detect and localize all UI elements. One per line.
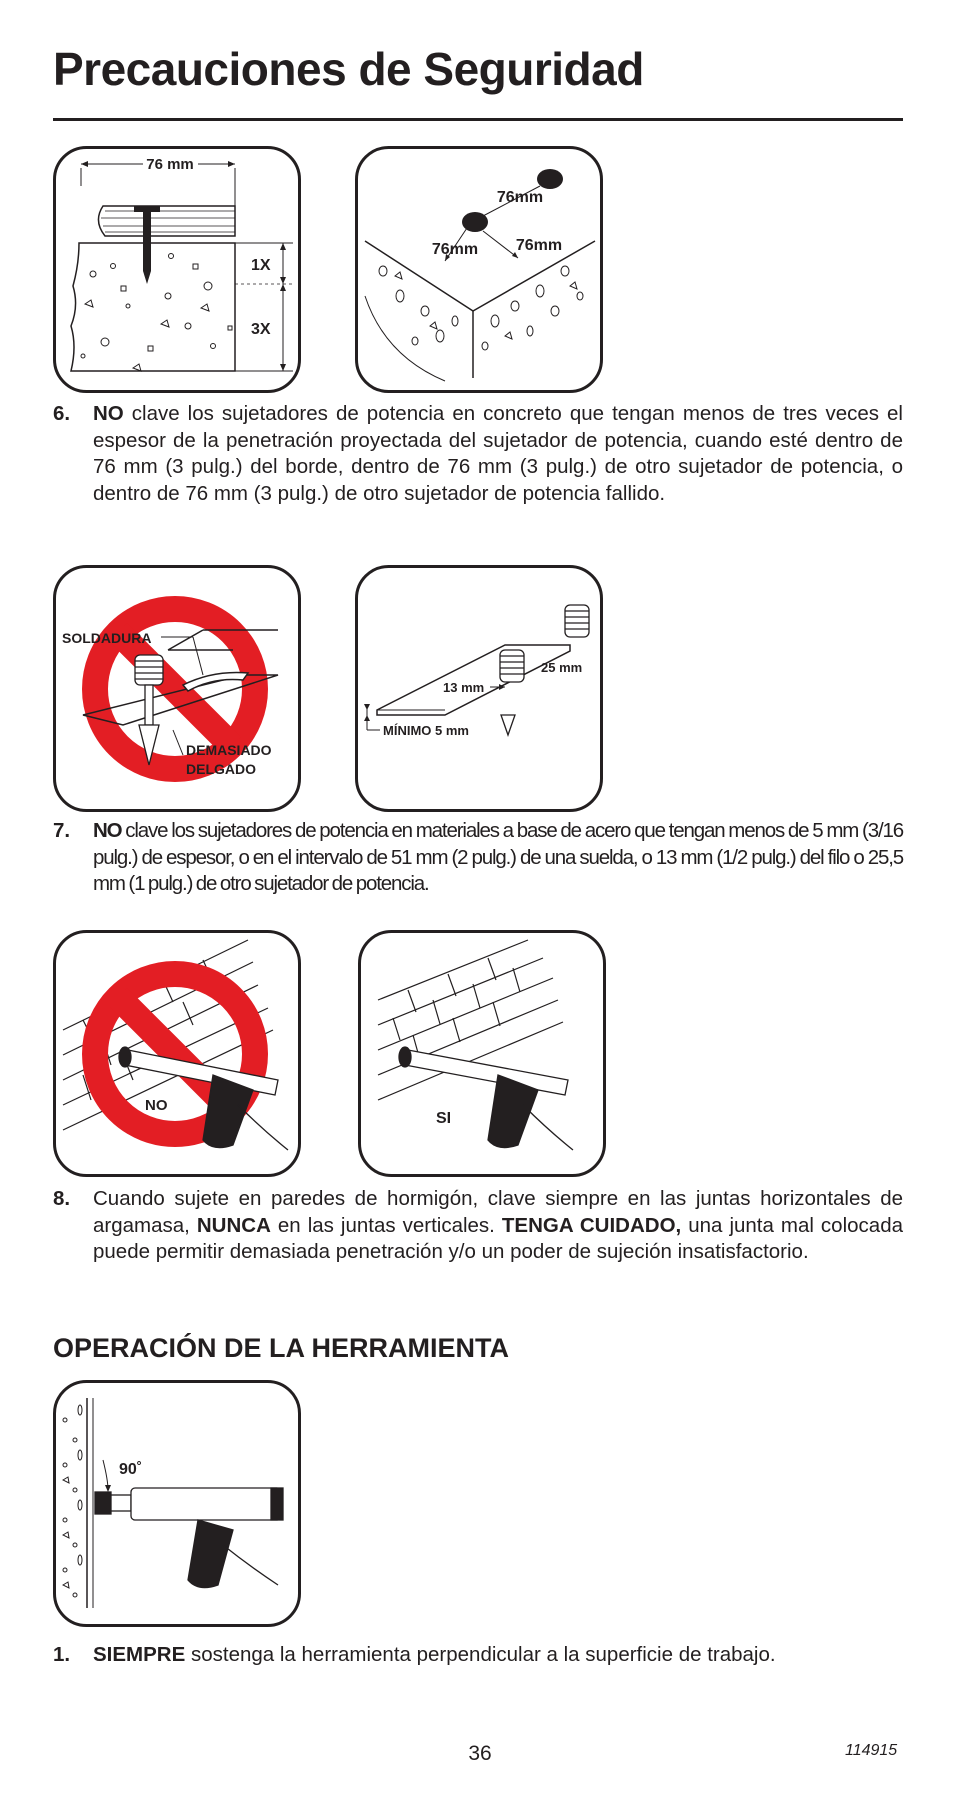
item-text: Cuando sujete en paredes de hormigón, clave siempre en las juntas horizontales de argamasa,	[93, 1187, 903, 1237]
figure-steel-prohibited	[53, 565, 303, 813]
label-76mm-top: 76mm	[496, 189, 544, 206]
label-delgado: DELGADO	[186, 761, 256, 777]
item-number: 1.	[53, 1643, 71, 1666]
list-item-7	[53, 818, 903, 898]
label-no: NO	[145, 1097, 168, 1114]
list-item-operation-1	[53, 1642, 903, 1669]
item-emphasis: NO	[93, 819, 122, 842]
label-76mm-right: 76mm	[515, 237, 563, 254]
title-divider	[53, 118, 903, 121]
item-text: en las juntas verticales.	[270, 1213, 502, 1237]
label-si: SI	[436, 1110, 452, 1127]
label-demasiado: DEMASIADO	[186, 742, 272, 758]
label-1x: 1X	[251, 257, 271, 274]
figure-tool-perpendicular	[53, 1380, 303, 1628]
item-text: una junta mal colocada puede permitir demasiada penetración y/o un poder de sujeción insatisfactorio.	[93, 1213, 903, 1263]
figure-steel-ok	[355, 565, 605, 813]
section-heading: OPERACIÓN DE LA HERRAMIENTA	[53, 1333, 510, 1363]
item-number: 7.	[53, 819, 71, 842]
item-emphasis: TENGA CUIDADO,	[501, 1213, 682, 1237]
list-item-6	[53, 401, 903, 507]
page-title: Precauciones de Seguridad	[53, 43, 644, 95]
label-minimo: MÍNIMO 5 mm	[383, 723, 469, 738]
figure-concrete-edge	[355, 146, 605, 394]
list-item-8	[53, 1186, 903, 1266]
item-emphasis: SIEMPRE	[93, 1643, 186, 1666]
label-13mm: 13 mm	[443, 680, 485, 695]
label-76mm-left: 76mm	[431, 241, 479, 258]
item-text: clave los sujetadores de potencia en concreto que tengan menos de tres veces el espesor de la penetración proyectada del sujetador de potencia, cuando esté dentro de 76 mm (3 pulg.) del borde, dentro de 76 mm (3 pulg.) de otro sujetador de potencia, o dentro de 76 mm (3 pulg.) de otro sujetador de potencia fallido.	[93, 402, 903, 505]
item-emphasis: NO	[93, 402, 124, 425]
label-soldadura: SOLDADURA	[62, 630, 152, 646]
document-code: 114915	[845, 1742, 898, 1759]
figure-brick-correct	[358, 930, 608, 1178]
page-number: 36	[468, 1742, 492, 1765]
item-emphasis: NUNCA	[196, 1213, 271, 1237]
figure-concrete-penetration	[53, 146, 303, 394]
item-number: 6.	[53, 402, 71, 425]
label-90-degrees: 90˚	[119, 1461, 143, 1478]
label-3x: 3X	[251, 321, 271, 338]
item-text: clave los sujetadores de potencia en materiales a base de acero que tengan menos de 5 mm (3/16 pulg.) de espesor, o en el intervalo de 51 mm (2 pulg.) de una suelda, o 13 mm (1/2 pulg.) del filo o 25,5 mm (1 pulg.) de otro sujetador de potencia.	[93, 819, 903, 895]
item-text: sostenga la herramienta perpendicular a la superficie de trabajo.	[185, 1643, 776, 1666]
label-25mm: 25 mm	[541, 660, 583, 675]
figure-brick-prohibited	[53, 930, 303, 1178]
label-76mm: 76 mm	[146, 156, 194, 173]
item-number: 8.	[53, 1187, 71, 1210]
